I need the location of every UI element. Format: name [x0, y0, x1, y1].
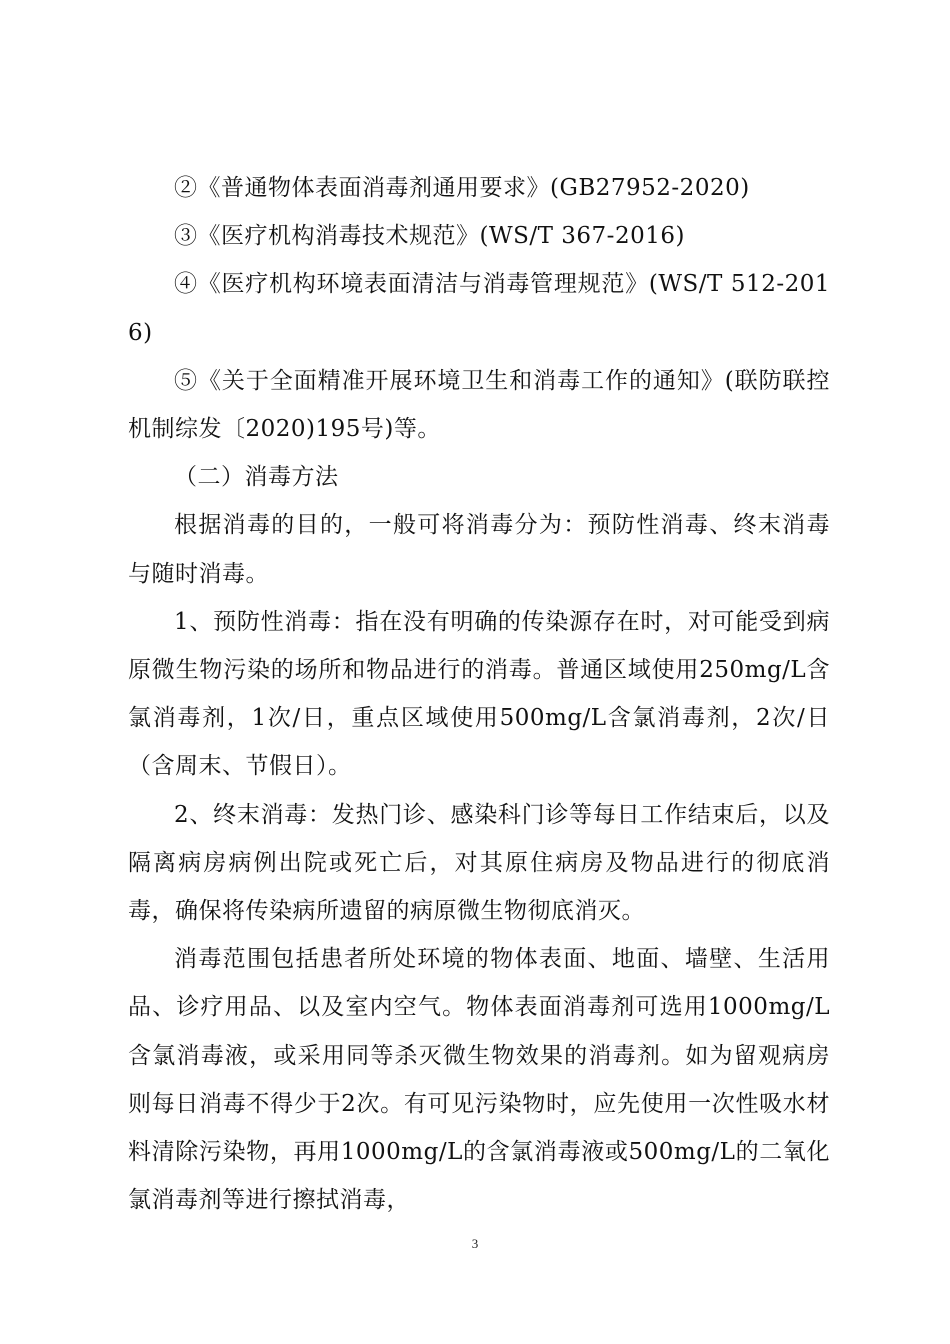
reference-item-4: ④《医疗机构环境表面清洁与消毒管理规范》(WS/T 512-2016) [128, 271, 830, 346]
page-number: 3 [471, 1236, 479, 1251]
paragraph-preventive-disinfection: 1、预防性消毒：指在没有明确的传染源存在时，对可能受到病原微生物污染的场所和物品进行的消毒。普通区域使用250mg/L含氯消毒剂，1次/日，重点区域使用500mg/L含氯消毒剂，2次/日（含周末、节假日）。 [128, 608, 830, 780]
reference-item-2: ②《普通物体表面消毒剂通用要求》(GB27952-2020) [174, 175, 750, 201]
reference-item-3: ③《医疗机构消毒技术规范》(WS/T 367-2016) [174, 223, 685, 250]
document-body [128, 164, 830, 1224]
paragraph-terminal-disinfection: 2、终末消毒：发热门诊、感染科门诊等每日工作结束后，以及隔离病房病例出院或死亡后，对其原住病房及物品进行的彻底消毒，确保将传染病所遗留的病原微生物彻底消灭。 [128, 801, 830, 925]
paragraph-disinfection-scope: 消毒范围包括患者所处环境的物体表面、地面、墙壁、生活用品、诊疗用品、以及室内空气。物体表面消毒剂可选用1000mg/L含氯消毒液，或采用同等杀灭微生物效果的消毒剂。如为留观病房则每日消毒不得少于2次。有可见污染物时，应先使用一次性吸水材料清除污染物，再用1000mg/L的含氯消毒液或500mg/L的二氧化氯消毒剂等进行擦拭消毒， [128, 946, 830, 1214]
section-heading: （二）消毒方法 [174, 464, 339, 491]
paragraph-intro: 根据消毒的目的，一般可将消毒分为：预防性消毒、终末消毒与随时消毒。 [128, 512, 830, 587]
reference-item-5: ⑤《关于全面精准开展环境卫生和消毒工作的通知》(联防联控机制综发〔2020)195号)等。 [128, 367, 830, 443]
